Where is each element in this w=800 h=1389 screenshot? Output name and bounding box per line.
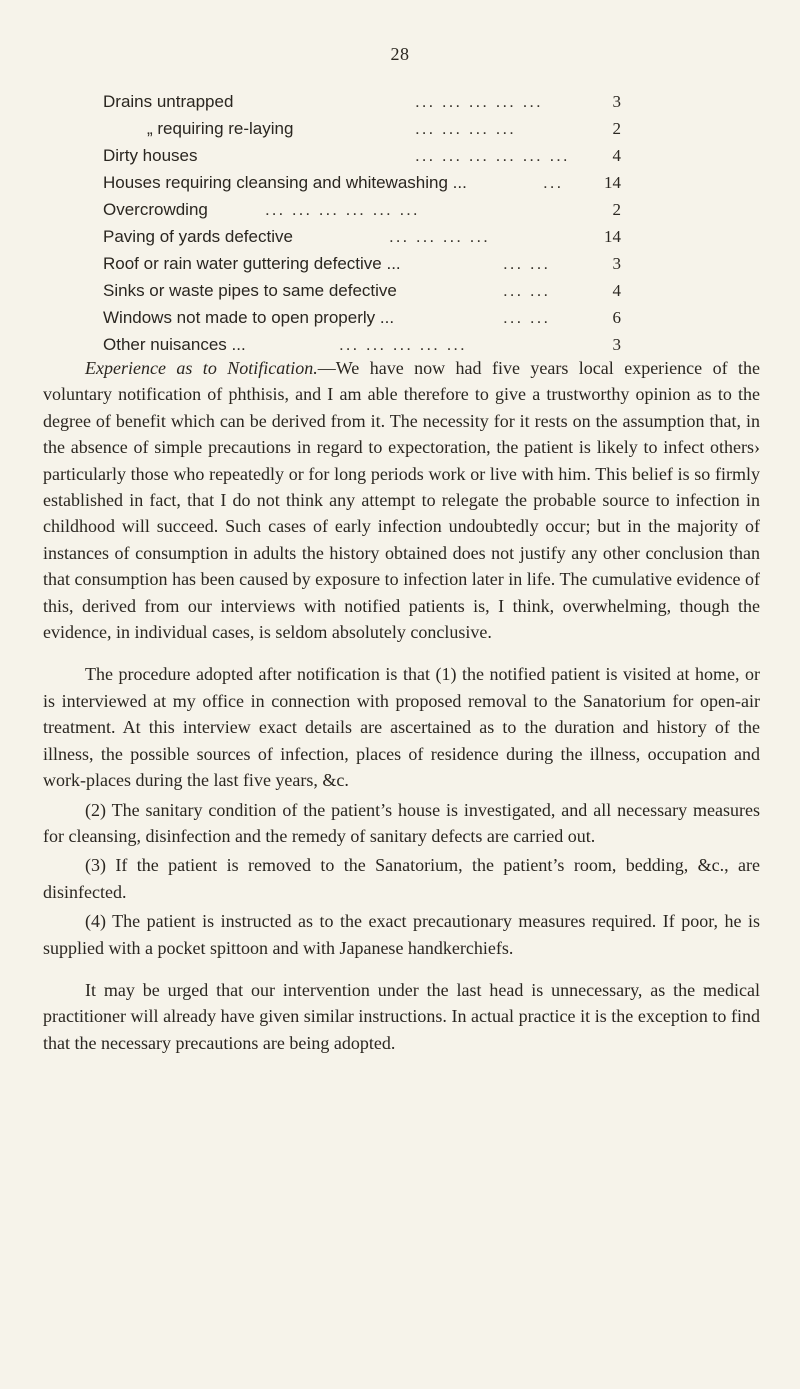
row-leader-dots: ... ... ... ... xyxy=(389,227,490,246)
row-leader-dots: ... ... xyxy=(503,281,551,300)
row-label: Houses requiring cleansing and whitewashing ... xyxy=(103,173,467,192)
table-row xyxy=(103,88,621,115)
row-leader-dots: ... ... ... ... ... ... xyxy=(415,146,570,165)
row-value: 4 xyxy=(612,281,621,300)
row-leader-dots: ... ... ... ... ... xyxy=(415,92,543,111)
table-row xyxy=(103,196,621,223)
row-value: 6 xyxy=(612,308,621,327)
row-label: Other nuisances ... xyxy=(103,335,246,354)
row-leader-dots: ... ... ... ... ... xyxy=(339,335,467,354)
paragraph-intervention: It may be urged that our intervention under the last head is unnecessary, as the medical practitioner will already have given similar instructions. In actual practice it is the exception to find that the necessary precautions are being adopted. xyxy=(43,979,760,1053)
row-value: 14 xyxy=(604,227,621,246)
row-label: Dirty houses xyxy=(103,146,198,165)
row-label: „ requiring re-laying xyxy=(147,119,294,138)
table-row xyxy=(103,331,621,358)
row-leader-dots: ... ... ... ... ... ... xyxy=(265,200,420,219)
row-label: Drains untrapped xyxy=(103,92,234,111)
row-label: Paving of yards defective xyxy=(103,227,293,246)
table-row xyxy=(103,169,621,196)
paragraph-step-3: (3) If the patient is removed to the Sanatorium, the patient’s room, bedding, &c., are disinfected. xyxy=(43,855,760,902)
row-value: 2 xyxy=(612,200,621,219)
paragraph-text: —We have now had five years local experience of the voluntary notification of phthisis, and I am able therefore to give a trustworthy opinion as to the degree of benefit which can be derived from it. The necessity for it rests on the assumption that, in the absence of simple precautions in regard to expectoration, the patient is likely to infect others› particularly those who repeatedly or for long periods work or live with him. This belief is so firmly established in fact, that I do not think any attempt to relegate the probable source to infection in childhood will succeed. Such cases of early infection undoubtedly occur; but in the majority of instances of consumption in adults the history obtained does not justify any other conclusion than that consumption has been caused by exposure to infection later in life. The cumulative evidence of this, derived from our interviews with notified patients is, I think, overwhelming, though the evidence, in individual cases, is seldom absolutely conclusive. xyxy=(43,358,760,643)
row-label: Windows not made to open properly ... xyxy=(103,308,395,327)
nuisance-table xyxy=(103,88,621,358)
row-label: Sinks or waste pipes to same defective xyxy=(103,281,397,300)
row-value: 3 xyxy=(612,335,621,354)
row-value: 2 xyxy=(612,119,621,138)
row-value: 4 xyxy=(612,146,621,165)
table-row xyxy=(103,115,621,142)
row-leader-dots: ... xyxy=(543,173,564,192)
table-row xyxy=(103,277,621,304)
row-leader-dots: ... ... ... ... xyxy=(415,119,516,138)
row-label: Overcrowding xyxy=(103,200,208,219)
table-row xyxy=(103,223,621,250)
page-number: 28 xyxy=(390,44,410,64)
paragraph-step-4: (4) The patient is instructed as to the exact precautionary measures required. If poor, he is supplied with a pocket spittoon and with Japanese handkerchiefs. xyxy=(43,911,760,958)
section-heading: Experience as to Notification. xyxy=(85,358,318,378)
table-row xyxy=(103,304,621,331)
row-value: 3 xyxy=(612,92,621,111)
paragraph-procedure: The procedure adopted after notification is that (1) the notified patient is visited at home, or is interviewed at my office in connection with proposed removal to the Sanatorium for open-air treatment. At this interview exact details are ascertained as to the duration and history of the illness, the possible sources of infection, places of residence during the illness, occupation and work-places during the last five years, &c. xyxy=(43,664,760,791)
paragraph-notification-experience xyxy=(43,355,760,645)
row-leader-dots: ... ... xyxy=(503,254,551,273)
paragraph-step-2: (2) The sanitary condition of the patient’s house is investigated, and all necessary measures for cleansing, disinfection and the remedy of sanitary defects are carried out. xyxy=(43,799,760,846)
row-value: 14 xyxy=(604,173,621,192)
row-label: Roof or rain water guttering defective ... xyxy=(103,254,401,273)
row-value: 3 xyxy=(612,254,621,273)
body-text xyxy=(43,355,760,1056)
table-row xyxy=(103,250,621,277)
table-row xyxy=(103,142,621,169)
row-leader-dots: ... ... xyxy=(503,308,551,327)
